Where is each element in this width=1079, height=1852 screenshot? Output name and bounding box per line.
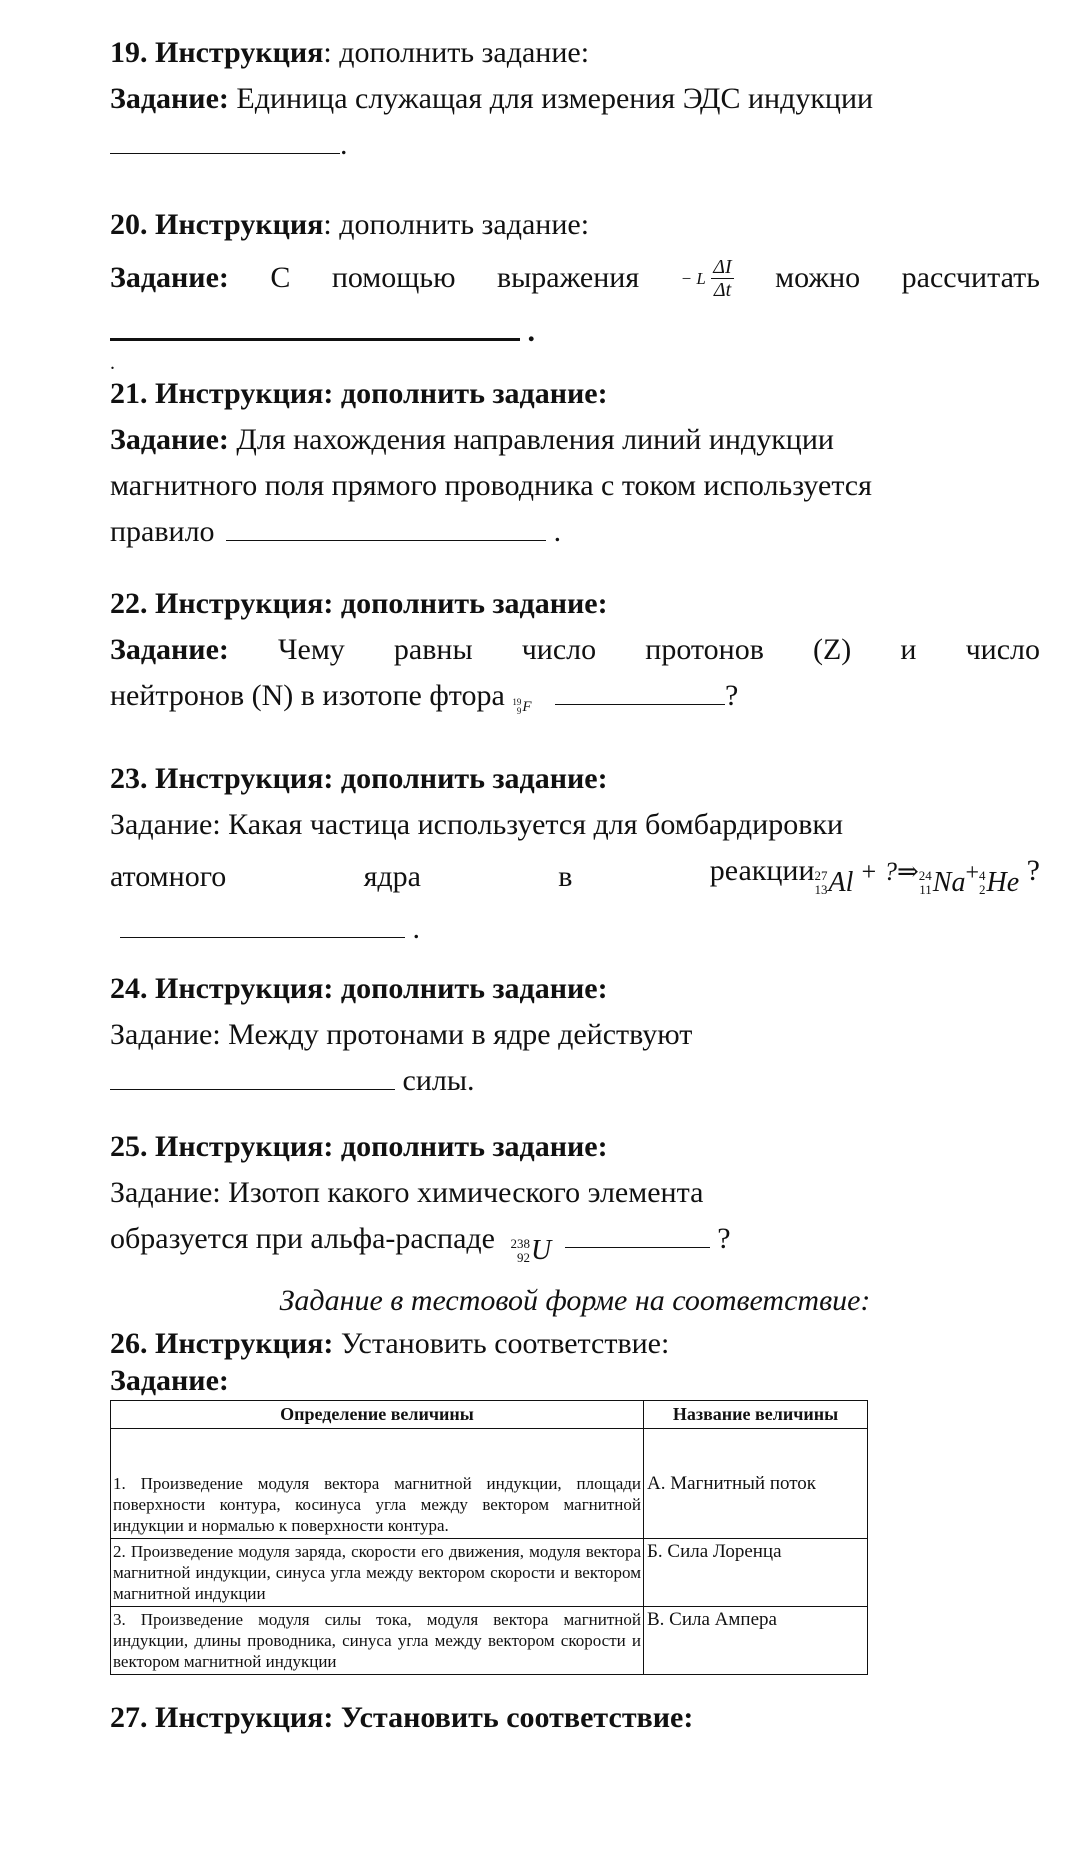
q24-answer-blank (110, 1059, 395, 1090)
q20-word: помощью (331, 261, 456, 294)
name-cell: А. Магнитный поток (644, 1429, 868, 1539)
name-cell: Б. Сила Лоренца (644, 1539, 868, 1607)
q19-number: 19. (110, 36, 148, 69)
q19-task (110, 76, 1040, 122)
q23-question-mark: ? (1026, 854, 1040, 887)
q20-instruction (110, 202, 1040, 248)
q25-task-line2 (110, 1216, 1040, 1274)
q25-text: образуется при альфа-распаде (110, 1222, 495, 1255)
q20-instruction-label: Инструкция (155, 208, 324, 241)
u-atomic-number: 92 (516, 1250, 530, 1265)
definition-cell: 2. Произведение модуля заряда, скорости его движения, модуля вектора магнитной индукции, синуса угла между вектором скорости и вектором магнитной индукции (111, 1539, 644, 1607)
q21-heading-text: 21. Инструкция: дополнить задание: (110, 377, 608, 410)
q20-formula-numerator: ΔI (713, 256, 732, 279)
q22-word: протонов (645, 633, 764, 666)
q20-end: . (527, 315, 535, 348)
he-mass-number: 4 (979, 868, 986, 883)
q21-heading (110, 371, 1040, 417)
helium-isotope (979, 860, 1019, 906)
q23-word: атомного (110, 860, 227, 893)
q20-word: можно (775, 261, 861, 294)
q22-answer-blank (555, 674, 725, 705)
table-header-row (111, 1401, 868, 1429)
q23-end: . (412, 912, 420, 945)
u-symbol: U (530, 1235, 552, 1266)
q19-instruction (110, 30, 1040, 76)
reaction-plus: + (965, 860, 979, 886)
q19-task-label: Задание: (110, 82, 229, 115)
q21-task-line3 (110, 509, 1040, 555)
matching-table (110, 1400, 868, 1675)
reaction-operator: + ?⇒ (853, 857, 919, 886)
q24-heading-text: 24. Инструкция: дополнить задание: (110, 972, 608, 1005)
q19-instruction-text: : дополнить задание: (323, 36, 590, 69)
document-page (110, 30, 1040, 1741)
q20-answer-blank (110, 308, 520, 341)
q21-task-line2: магнитного поля прямого проводника с током используется (110, 469, 872, 502)
q23-word: в (558, 860, 573, 893)
name-cell: В. Сила Ампера (644, 1607, 868, 1675)
uranium-isotope (510, 1228, 551, 1274)
q21-end: . (553, 515, 562, 548)
q22-end: ? (725, 679, 739, 712)
q20-answer-line (110, 308, 1040, 355)
q25-heading-text: 25. Инструкция: дополнить задание: (110, 1130, 608, 1163)
q20-word: рассчитать (901, 261, 1040, 294)
q24-task-line2 (110, 1058, 1040, 1104)
q20-number: 20. (110, 208, 148, 241)
al-mass-number: 27 (814, 868, 828, 883)
q20-word: С (270, 261, 291, 294)
q24-text: силы. (402, 1064, 475, 1097)
q23-task-line1: Задание: Какая частица используется для бомбардировки (110, 808, 844, 841)
q25-task-line1: Задание: Изотоп какого химического элемента (110, 1176, 704, 1209)
q22-word: число (965, 633, 1040, 666)
stray-dot: . (110, 352, 115, 374)
q20-instruction-text: : дополнить задание: (323, 208, 590, 241)
q22-text: нейтронов (N) в изотопе фтора (110, 679, 505, 712)
q22-heading-text: 22. Инструкция: дополнить задание: (110, 587, 608, 620)
q26-instruction-label: Инструкция: (155, 1327, 334, 1360)
q19-answer-blank (110, 123, 340, 154)
q19-end: . (340, 128, 348, 161)
q23-reaction (710, 848, 1040, 906)
q26-task (110, 1364, 1040, 1398)
na-atomic-number: 11 (919, 882, 932, 897)
q20-task-label: Задание: (110, 261, 229, 294)
q23-answer-line (110, 906, 1040, 952)
q19-task-text: Единица служащая для измерения ЭДС индукции (228, 82, 874, 115)
q22-word: равны (393, 633, 473, 666)
q26-instruction (110, 1324, 1040, 1364)
q24-heading (110, 966, 1040, 1012)
q22-task-line1 (110, 627, 1040, 673)
fluorine-symbol: F (522, 699, 532, 715)
aluminium-isotope (815, 860, 854, 906)
table-row (111, 1539, 868, 1607)
q22-task-label: Задание: (110, 633, 229, 666)
header-name: Название величины (644, 1401, 868, 1429)
q23-answer-blank (120, 907, 405, 938)
table-row (111, 1607, 868, 1675)
q22-word: (Z) (812, 633, 852, 666)
q20-formula-prefix: − L (680, 269, 706, 288)
section-title: Задание в тестовой форме на соответствие: (279, 1284, 871, 1317)
q20-word: выражения (496, 261, 640, 294)
q20-formula (681, 254, 734, 302)
na-mass-number: 24 (918, 868, 932, 883)
definition-cell: 3. Произведение модуля силы тока, модуля вектора магнитной индукции, длины проводника, синуса угла между вектором скорости и вектором магнитной индукции (111, 1607, 644, 1675)
he-symbol: He (986, 867, 1020, 898)
q20-formula-denominator: Δt (713, 279, 732, 302)
q23-heading-text: 23. Инструкция: дополнить задание: (110, 762, 608, 795)
definition-cell: 1. Произведение модуля вектора магнитной индукции, площади поверхности контура, косинуса угла между вектором магнитной индукции и нормалью к поверхности контура. (111, 1429, 644, 1539)
q21-text: правило (110, 515, 215, 548)
q21-answer-blank (226, 510, 546, 541)
q20-formula-fraction (711, 256, 733, 301)
q26-number: 26. (110, 1327, 148, 1360)
q24-task-line1: Задание: Между протонами в ядре действуют (110, 1018, 693, 1051)
q23-word: ядра (363, 860, 421, 893)
q21-task-line1 (110, 417, 1040, 463)
al-atomic-number: 13 (814, 882, 828, 897)
q26-instruction-text: Установить соответствие: (333, 1327, 670, 1360)
q20-task (110, 248, 1040, 308)
q26-task-label: Задание: (110, 1364, 229, 1397)
q27-partial-heading: 27. Инструкция: Установить соответствие: (110, 1701, 694, 1734)
q25-heading (110, 1124, 1040, 1170)
q23-word: реакции (709, 854, 815, 887)
q22-word: число (521, 633, 597, 666)
q21-task-label: Задание: (110, 423, 229, 456)
al-symbol: Al (828, 867, 854, 898)
q22-word: Чему (278, 633, 345, 666)
he-atomic-number: 2 (979, 882, 986, 897)
q19-answer-line (110, 122, 1040, 168)
table-row (111, 1429, 868, 1539)
q22-task-line2 (110, 673, 1040, 730)
q23-task-line2 (110, 848, 1040, 906)
q25-answer-blank (565, 1217, 710, 1248)
q21-text: Для нахождения направления линий индукции (228, 423, 834, 456)
fluorine-atomic-number: 9 (516, 706, 522, 716)
q25-end: ? (717, 1222, 731, 1255)
fluorine-isotope (512, 684, 531, 730)
q22-word: и (900, 633, 917, 666)
header-definition: Определение величины (111, 1401, 644, 1429)
u-mass-number: 238 (510, 1236, 530, 1251)
q19-instruction-label: Инструкция (155, 36, 324, 69)
fluorine-mass-number: 19 (512, 697, 522, 707)
na-symbol: Na (932, 867, 966, 898)
q23-heading (110, 756, 1040, 802)
q22-heading (110, 581, 1040, 627)
sodium-isotope (919, 860, 966, 906)
